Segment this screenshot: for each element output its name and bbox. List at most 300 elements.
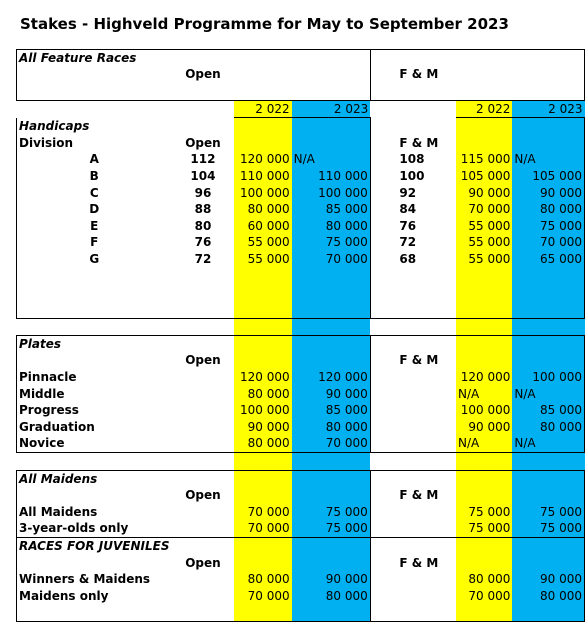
handicap-row bbox=[17, 201, 585, 218]
cell bbox=[370, 402, 397, 419]
fm-rating: 84 bbox=[399, 202, 417, 217]
plates-row bbox=[17, 436, 585, 453]
fm-2023-stake: 85 000 bbox=[512, 402, 584, 419]
cell bbox=[17, 100, 172, 118]
juveniles-row bbox=[17, 571, 585, 588]
plates-row bbox=[17, 386, 585, 403]
fm-2023-stake: 80 000 bbox=[512, 588, 584, 605]
cell bbox=[456, 555, 512, 572]
cell bbox=[397, 470, 456, 487]
cell bbox=[512, 453, 584, 471]
cell bbox=[292, 301, 371, 318]
cell bbox=[292, 50, 371, 67]
cell bbox=[397, 118, 456, 135]
cell bbox=[17, 301, 172, 318]
maidens-subheading-row bbox=[17, 487, 585, 504]
cell bbox=[234, 353, 291, 370]
cell bbox=[17, 487, 172, 504]
cell bbox=[397, 83, 456, 100]
cell bbox=[456, 336, 512, 353]
cell bbox=[370, 301, 397, 318]
cell bbox=[234, 336, 291, 353]
cell bbox=[172, 284, 235, 301]
cell bbox=[397, 301, 456, 318]
cell bbox=[172, 100, 235, 118]
fm-rating: 108 bbox=[399, 152, 425, 167]
cell bbox=[292, 336, 371, 353]
open-rating: 112 bbox=[190, 152, 216, 167]
cell bbox=[397, 571, 456, 588]
cell bbox=[292, 135, 371, 152]
cell bbox=[17, 555, 172, 572]
open-2022-stake: 120 000 bbox=[234, 369, 291, 386]
open-2022-stake: 100 000 bbox=[234, 185, 291, 202]
plates-row bbox=[17, 419, 585, 436]
maidens-heading: All Maidens bbox=[17, 470, 172, 487]
fm-2022-stake: 120 000 bbox=[456, 369, 512, 386]
race-name: Graduation bbox=[17, 419, 235, 436]
fm-2023-stake: 90 000 bbox=[512, 185, 584, 202]
cell bbox=[397, 318, 456, 336]
division-code: G bbox=[17, 251, 172, 268]
fm-2022-stake: 115 000 bbox=[456, 152, 512, 169]
cell bbox=[370, 67, 397, 84]
cell bbox=[370, 83, 397, 100]
fm-2022-stake: 70 000 bbox=[456, 588, 512, 605]
fm-2023-stake: 105 000 bbox=[512, 168, 584, 185]
cell bbox=[370, 168, 397, 185]
fm-2022-stake: 90 000 bbox=[456, 185, 512, 202]
programme-sheet bbox=[16, 49, 585, 622]
cell bbox=[370, 284, 397, 301]
cell bbox=[456, 135, 512, 152]
cell bbox=[512, 336, 584, 353]
cell bbox=[397, 386, 456, 403]
cell bbox=[234, 284, 291, 301]
cell bbox=[512, 318, 584, 336]
cell bbox=[17, 83, 172, 100]
cell bbox=[234, 453, 291, 471]
open-label: Open bbox=[185, 488, 221, 503]
open-2023-stake: 75 000 bbox=[292, 521, 371, 538]
open-2023-stake: 110 000 bbox=[292, 168, 371, 185]
cell bbox=[512, 538, 584, 555]
cell bbox=[370, 386, 397, 403]
fm-label: F & M bbox=[399, 67, 439, 82]
fm-label: F & M bbox=[399, 555, 439, 570]
cell bbox=[370, 521, 397, 538]
cell bbox=[397, 369, 456, 386]
handicap-row bbox=[17, 218, 585, 235]
gap-row bbox=[17, 453, 585, 471]
cell bbox=[370, 135, 397, 152]
cell bbox=[512, 487, 584, 504]
handicap-row bbox=[17, 185, 585, 202]
plates-heading-row bbox=[17, 336, 585, 353]
cell bbox=[234, 83, 291, 100]
cell bbox=[456, 50, 512, 67]
cell bbox=[17, 453, 172, 471]
open-2022-stake: 80 000 bbox=[234, 386, 291, 403]
cell bbox=[292, 555, 371, 572]
maidens-row bbox=[17, 521, 585, 538]
cell bbox=[456, 605, 512, 622]
cell bbox=[397, 436, 456, 453]
cell bbox=[234, 268, 291, 285]
open-2022-stake: 55 000 bbox=[234, 235, 291, 252]
cell bbox=[234, 301, 291, 318]
open-2023-stake: 75 000 bbox=[292, 504, 371, 521]
open-2023-stake: 70 000 bbox=[292, 251, 371, 268]
cell bbox=[17, 353, 172, 370]
handicaps-heading-row bbox=[17, 118, 585, 135]
plates-row bbox=[17, 369, 585, 386]
open-2022-stake: 110 000 bbox=[234, 168, 291, 185]
fm-rating: 100 bbox=[399, 168, 425, 183]
cell bbox=[172, 318, 235, 336]
plates-row bbox=[17, 402, 585, 419]
fm-2023-stake: N/A bbox=[512, 152, 584, 169]
cell bbox=[17, 605, 172, 622]
open-2022-stake: 60 000 bbox=[234, 218, 291, 235]
race-name: All Maidens bbox=[17, 504, 235, 521]
gap-row bbox=[17, 318, 585, 336]
fm-2023-stake: 80 000 bbox=[512, 419, 584, 436]
plates-subheading-row bbox=[17, 353, 585, 370]
division-code: F bbox=[17, 235, 172, 252]
cell bbox=[456, 538, 512, 555]
open-2022-stake: 80 000 bbox=[234, 571, 291, 588]
cell bbox=[456, 318, 512, 336]
fm-label: F & M bbox=[399, 488, 439, 503]
cell bbox=[17, 67, 172, 84]
open-2022-stake: 120 000 bbox=[234, 152, 291, 169]
fm-2022-stake: 55 000 bbox=[456, 251, 512, 268]
division-code: A bbox=[17, 152, 172, 169]
cell bbox=[370, 504, 397, 521]
cell bbox=[172, 301, 235, 318]
cell bbox=[234, 135, 291, 152]
fm-2022-stake: N/A bbox=[456, 436, 512, 453]
cell bbox=[456, 301, 512, 318]
cell bbox=[512, 555, 584, 572]
open-2023-stake: 85 000 bbox=[292, 201, 371, 218]
cell bbox=[370, 588, 397, 605]
open-2023-stake: 70 000 bbox=[292, 436, 371, 453]
cell bbox=[292, 268, 371, 285]
cell bbox=[456, 118, 512, 135]
open-label: Open bbox=[185, 555, 221, 570]
cell bbox=[370, 605, 397, 622]
fm-rating: 68 bbox=[399, 251, 417, 266]
fm-rating: 76 bbox=[399, 218, 417, 233]
cell bbox=[512, 118, 584, 135]
juveniles-heading: RACES FOR JUVENILES bbox=[17, 538, 172, 555]
division-label: Division bbox=[17, 135, 172, 152]
cell bbox=[397, 284, 456, 301]
cell bbox=[397, 402, 456, 419]
cell bbox=[370, 353, 397, 370]
cell bbox=[292, 118, 371, 135]
cell bbox=[292, 284, 371, 301]
cell bbox=[512, 301, 584, 318]
open-2023-stake: 90 000 bbox=[292, 386, 371, 403]
cell bbox=[456, 453, 512, 471]
fm-2023-stake: 90 000 bbox=[512, 571, 584, 588]
spacer-row bbox=[17, 284, 585, 301]
division-code: C bbox=[17, 185, 172, 202]
handicap-row bbox=[17, 235, 585, 252]
cell bbox=[17, 268, 172, 285]
fm-label: F & M bbox=[399, 135, 439, 150]
spacer-row bbox=[17, 268, 585, 285]
cell bbox=[512, 83, 584, 100]
cell bbox=[370, 436, 397, 453]
cell bbox=[172, 605, 235, 622]
open-2023-stake: 80 000 bbox=[292, 419, 371, 436]
cell bbox=[172, 268, 235, 285]
open-rating: 96 bbox=[194, 185, 212, 200]
handicap-row bbox=[17, 168, 585, 185]
cell bbox=[512, 353, 584, 370]
cell bbox=[172, 50, 235, 67]
cell bbox=[234, 67, 291, 84]
open-label: Open bbox=[185, 135, 221, 150]
cell bbox=[370, 50, 397, 67]
open-2022-stake: 80 000 bbox=[234, 436, 291, 453]
fm-2022-stake: 80 000 bbox=[456, 571, 512, 588]
fm-2023-stake: N/A bbox=[512, 386, 584, 403]
cell bbox=[370, 419, 397, 436]
race-name: 3-year-olds only bbox=[17, 521, 235, 538]
fm-rating: 72 bbox=[399, 235, 417, 250]
division-code: E bbox=[17, 218, 172, 235]
handicap-row bbox=[17, 152, 585, 169]
cell bbox=[370, 268, 397, 285]
cell bbox=[17, 284, 172, 301]
cell bbox=[397, 588, 456, 605]
handicap-row bbox=[17, 251, 585, 268]
open-rating: 72 bbox=[194, 251, 212, 266]
fm-2022-stake: 75 000 bbox=[456, 521, 512, 538]
maidens-row bbox=[17, 504, 585, 521]
open-2023-stake: 90 000 bbox=[292, 571, 371, 588]
division-code: D bbox=[17, 201, 172, 218]
cell bbox=[370, 152, 397, 169]
open-2023-stake: N/A bbox=[292, 152, 371, 169]
cell bbox=[172, 118, 235, 135]
open-2023-stake: 80 000 bbox=[292, 218, 371, 235]
cell bbox=[512, 470, 584, 487]
cell bbox=[234, 555, 291, 572]
race-name: Winners & Maidens bbox=[17, 571, 235, 588]
closing-row bbox=[17, 605, 585, 622]
fm-2023-stake: 80 000 bbox=[512, 201, 584, 218]
cell bbox=[234, 605, 291, 622]
cell bbox=[397, 538, 456, 555]
cell bbox=[456, 284, 512, 301]
cell bbox=[370, 318, 397, 336]
open-2023-stake: 120 000 bbox=[292, 369, 371, 386]
open-2022-stake: 100 000 bbox=[234, 402, 291, 419]
fm-2023-stake: 75 000 bbox=[512, 504, 584, 521]
cell bbox=[370, 100, 397, 118]
cell bbox=[292, 605, 371, 622]
cell bbox=[456, 268, 512, 285]
open-2023-stake: 80 000 bbox=[292, 588, 371, 605]
juveniles-heading-row bbox=[17, 538, 585, 555]
cell bbox=[370, 336, 397, 353]
cell bbox=[370, 218, 397, 235]
division-code: B bbox=[17, 168, 172, 185]
open-2022-stake: 55 000 bbox=[234, 251, 291, 268]
cell bbox=[397, 268, 456, 285]
open-label: Open bbox=[185, 67, 221, 82]
cell bbox=[370, 555, 397, 572]
fm-2023-stake: 75 000 bbox=[512, 521, 584, 538]
cell bbox=[292, 453, 371, 471]
cell bbox=[512, 284, 584, 301]
juveniles-row bbox=[17, 588, 585, 605]
cell bbox=[370, 453, 397, 471]
cell bbox=[292, 470, 371, 487]
fm-2023-stake: 75 000 bbox=[512, 218, 584, 235]
fm-2022-stake: 70 000 bbox=[456, 201, 512, 218]
cell bbox=[292, 538, 371, 555]
cell bbox=[292, 487, 371, 504]
open-2023-stake: 85 000 bbox=[292, 402, 371, 419]
year-2023-header: 2 023 bbox=[512, 100, 584, 118]
open-2022-stake: 70 000 bbox=[234, 504, 291, 521]
year-2023-header: 2 023 bbox=[292, 100, 371, 118]
feature-open-row bbox=[17, 67, 585, 84]
fm-2022-stake: 55 000 bbox=[456, 218, 512, 235]
cell bbox=[234, 470, 291, 487]
cell bbox=[370, 487, 397, 504]
cell bbox=[512, 268, 584, 285]
spacer-row bbox=[17, 301, 585, 318]
year-2022-header: 2 022 bbox=[456, 100, 512, 118]
cell bbox=[234, 318, 291, 336]
year-header-row bbox=[17, 100, 585, 118]
open-rating: 76 bbox=[194, 235, 212, 250]
cell bbox=[172, 470, 235, 487]
cell bbox=[370, 369, 397, 386]
open-2022-stake: 70 000 bbox=[234, 521, 291, 538]
cell bbox=[234, 487, 291, 504]
cell bbox=[397, 521, 456, 538]
race-name: Pinnacle bbox=[17, 369, 235, 386]
cell bbox=[370, 185, 397, 202]
cell bbox=[512, 605, 584, 622]
cell bbox=[292, 67, 371, 84]
cell bbox=[172, 453, 235, 471]
feature-heading: All Feature Races bbox=[17, 50, 172, 67]
cell bbox=[292, 318, 371, 336]
cell bbox=[512, 50, 584, 67]
programme-table bbox=[16, 49, 585, 622]
handicaps-subheading-row bbox=[17, 135, 585, 152]
open-rating: 104 bbox=[190, 168, 216, 183]
cell bbox=[370, 201, 397, 218]
cell bbox=[292, 83, 371, 100]
cell bbox=[370, 251, 397, 268]
cell bbox=[456, 83, 512, 100]
cell bbox=[397, 100, 456, 118]
open-rating: 80 bbox=[194, 218, 212, 233]
year-2022-header: 2 022 bbox=[234, 100, 291, 118]
cell bbox=[397, 419, 456, 436]
cell bbox=[397, 453, 456, 471]
fm-2022-stake: 105 000 bbox=[456, 168, 512, 185]
fm-2022-stake: 75 000 bbox=[456, 504, 512, 521]
feature-blank-row bbox=[17, 83, 585, 100]
fm-2022-stake: 100 000 bbox=[456, 402, 512, 419]
cell bbox=[172, 83, 235, 100]
cell bbox=[234, 538, 291, 555]
plates-heading: Plates bbox=[17, 336, 172, 353]
race-name: Progress bbox=[17, 402, 235, 419]
fm-2022-stake: 55 000 bbox=[456, 235, 512, 252]
cell bbox=[292, 353, 371, 370]
fm-2022-stake: 90 000 bbox=[456, 419, 512, 436]
cell bbox=[234, 118, 291, 135]
fm-2023-stake: 65 000 bbox=[512, 251, 584, 268]
fm-2023-stake: N/A bbox=[512, 436, 584, 453]
cell bbox=[172, 538, 235, 555]
fm-2023-stake: 70 000 bbox=[512, 235, 584, 252]
cell bbox=[512, 67, 584, 84]
fm-label: F & M bbox=[399, 353, 439, 368]
cell bbox=[456, 353, 512, 370]
cell bbox=[456, 67, 512, 84]
open-2023-stake: 75 000 bbox=[292, 235, 371, 252]
open-rating: 88 bbox=[194, 202, 212, 217]
fm-2022-stake: N/A bbox=[456, 386, 512, 403]
cell bbox=[512, 135, 584, 152]
page-title: Stakes - Highveld Programme for May to September 2023 bbox=[20, 15, 509, 33]
cell bbox=[172, 336, 235, 353]
cell bbox=[17, 318, 172, 336]
cell bbox=[370, 118, 397, 135]
cell bbox=[370, 470, 397, 487]
race-name: Middle bbox=[17, 386, 235, 403]
race-name: Maidens only bbox=[17, 588, 235, 605]
cell bbox=[370, 235, 397, 252]
cell bbox=[397, 605, 456, 622]
fm-rating: 92 bbox=[399, 185, 417, 200]
handicaps-heading: Handicaps bbox=[17, 118, 172, 135]
open-2022-stake: 80 000 bbox=[234, 201, 291, 218]
cell bbox=[370, 538, 397, 555]
maidens-heading-row bbox=[17, 470, 585, 487]
feature-heading-row bbox=[17, 50, 585, 67]
cell bbox=[397, 50, 456, 67]
cell bbox=[370, 571, 397, 588]
cell bbox=[397, 336, 456, 353]
juveniles-subheading-row bbox=[17, 555, 585, 572]
open-2022-stake: 70 000 bbox=[234, 588, 291, 605]
open-label: Open bbox=[185, 353, 221, 368]
cell bbox=[397, 504, 456, 521]
cell bbox=[456, 487, 512, 504]
cell bbox=[456, 470, 512, 487]
fm-2023-stake: 100 000 bbox=[512, 369, 584, 386]
cell bbox=[234, 50, 291, 67]
open-2022-stake: 90 000 bbox=[234, 419, 291, 436]
open-2023-stake: 100 000 bbox=[292, 185, 371, 202]
race-name: Novice bbox=[17, 436, 235, 453]
